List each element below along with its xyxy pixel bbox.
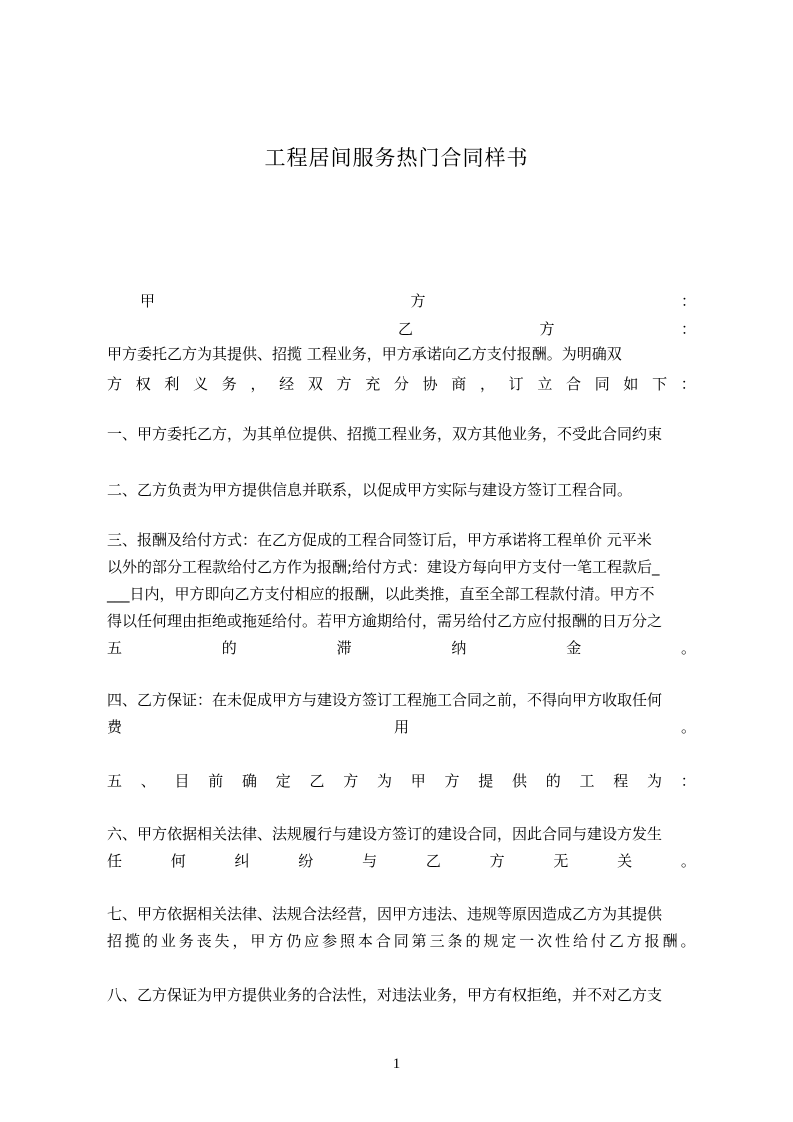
intro-char: 经 — [279, 375, 295, 393]
clause-7-char: 同 — [393, 932, 409, 950]
clause-7-char: 应 — [304, 932, 320, 950]
intro-line-2 — [107, 374, 696, 394]
clause-7-char: 务 — [178, 932, 194, 950]
intro-char: 双 — [307, 375, 323, 393]
clause-4-char: 。 — [680, 718, 696, 736]
clause-7-char: 报 — [644, 932, 660, 950]
clause-7-char: 仍 — [286, 932, 302, 950]
clause-7-char: 第 — [411, 932, 427, 950]
intro-char: 协 — [422, 375, 438, 393]
clause-5-char: 前 — [208, 772, 224, 790]
page-title: 工程居间服务热门合同样书 — [264, 146, 529, 170]
clause-7-char: 次 — [537, 932, 553, 950]
clause-5-char: 为 — [377, 772, 393, 790]
clause-7-char: 定 — [501, 932, 517, 950]
clause-6-char: 纷 — [298, 852, 314, 870]
party-a-char: 甲 — [140, 292, 156, 310]
clause-7-char: 的 — [465, 932, 481, 950]
clause-4-line-1: 四、乙方保证：在未促成甲方与建设方签订工程施工合同之前，不得向甲方收取任何 — [107, 691, 663, 709]
clause-5-char: 提 — [478, 772, 494, 790]
clause-7-char: 揽 — [124, 932, 140, 950]
clause-7-char: 本 — [357, 932, 373, 950]
clause-3-line-4: 得以任何理由拒绝或拖延给付。若甲方逾期给付，需另给付乙方应付报酬的日万分之 — [107, 612, 663, 630]
clause-7-char: 条 — [447, 932, 463, 950]
clause-5-char: 、 — [140, 772, 156, 790]
intro-char: ， — [250, 375, 266, 393]
clause-3-char: 纳 — [451, 639, 467, 657]
intro-char: 商 — [451, 375, 467, 393]
clause-5-char: 五 — [107, 772, 123, 790]
clause-4-char: 费 — [107, 718, 123, 736]
clause-7-char: ， — [232, 932, 248, 950]
clause-5-char: 的 — [545, 772, 561, 790]
clause-3-line-2: 以外的部分工程款给付乙方作为报酬;给付方式：建设方每向甲方支付一笔工程款后_ — [107, 558, 660, 576]
clause-5-char: 确 — [242, 772, 258, 790]
clause-5-char: 目 — [174, 772, 190, 790]
intro-char: 方 — [107, 375, 123, 393]
page-number: 1 — [392, 1056, 401, 1072]
intro-char: 立 — [537, 375, 553, 393]
intro-char: 如 — [623, 375, 639, 393]
intro-char: 下 — [652, 375, 668, 393]
intro-char: 同 — [594, 375, 610, 393]
clause-2: 二、乙方负责为甲方提供信息并联系，以促成甲方实际与建设方签订工程合同。 — [107, 481, 633, 499]
intro-char: 利 — [164, 375, 180, 393]
clause-6-line-1: 六、甲方依据相关法律、法规履行与建设方签订的建设合同，因此合同与建设方发生 — [107, 825, 663, 843]
clause-3-char: 。 — [680, 639, 696, 657]
clause-7-char: 甲 — [250, 932, 266, 950]
clause-7-char: 性 — [555, 932, 571, 950]
party-a-line — [140, 291, 696, 311]
clause-7-char: 合 — [375, 932, 391, 950]
clause-6-char: 任 — [107, 852, 123, 870]
intro-char: ： — [680, 375, 696, 393]
party-b-char: ： — [680, 320, 696, 338]
clause-3-char: 金 — [566, 639, 582, 657]
clause-3-char: 滞 — [336, 639, 352, 657]
clause-7-line-1: 七、甲方依据相关法律、法规合法经营，因甲方违法、违规等原因造成乙方为其提供 — [107, 905, 663, 923]
clause-5-char: 为 — [647, 772, 663, 790]
clause-5-char: 方 — [444, 772, 460, 790]
clause-3-char: 五 — [107, 639, 123, 657]
clause-5-char: 甲 — [410, 772, 426, 790]
clause-7-char: 酬 — [662, 932, 678, 950]
clause-7-char: 。 — [680, 932, 696, 950]
clause-6-char: 无 — [553, 852, 569, 870]
clause-7-char: 规 — [483, 932, 499, 950]
clause-5-char: 定 — [275, 772, 291, 790]
clause-7-char: 付 — [590, 932, 606, 950]
intro-char: 合 — [566, 375, 582, 393]
party-a-char: 方 — [410, 292, 426, 310]
clause-7-char: 方 — [626, 932, 642, 950]
clause-5-char: 程 — [613, 772, 629, 790]
clause-3-line-1: 三、报酬及给付方式：在乙方促成的工程合同签订后，甲方承诺将工程单价 元平米 — [107, 531, 652, 549]
party-b-char: 乙 — [398, 320, 414, 338]
party-b-char: 方 — [539, 320, 555, 338]
clause-5-char: 乙 — [309, 772, 325, 790]
clause-8-line-1: 八、乙方保证为甲方提供业务的合法性，对违法业务，甲方有权拒绝，并不对乙方支 — [107, 986, 663, 1004]
clause-7-char: 招 — [107, 932, 123, 950]
clause-5-char: 供 — [512, 772, 528, 790]
intro-char: 权 — [135, 375, 151, 393]
clause-4-char: 用 — [393, 718, 409, 736]
clause-5-char: 方 — [343, 772, 359, 790]
clause-4-line-2 — [107, 717, 696, 737]
intro-line-1: 甲方委托乙方为其提供、招揽 工程业务，甲方承诺向乙方支付报酬。为明确双 — [107, 345, 622, 363]
clause-6-char: 与 — [362, 852, 378, 870]
clause-3-line-3: ___日内，甲方即向乙方支付相应的报酬，以此类推，直至全部工程款付清。甲方不 — [107, 585, 655, 603]
intro-char: 方 — [336, 375, 352, 393]
clause-6-char: 方 — [489, 852, 505, 870]
clause-6-char: 何 — [170, 852, 186, 870]
intro-char: 分 — [393, 375, 409, 393]
clause-7-char: 参 — [322, 932, 338, 950]
clause-6-char: 纠 — [234, 852, 250, 870]
clause-7-char: 给 — [572, 932, 588, 950]
clause-7-char: 照 — [339, 932, 355, 950]
clause-7-char: 失 — [214, 932, 230, 950]
clause-7-char: 三 — [429, 932, 445, 950]
clause-7-char: 业 — [160, 932, 176, 950]
clause-3-line-5 — [107, 638, 696, 658]
intro-char: 充 — [365, 375, 381, 393]
party-a-char: ： — [680, 292, 696, 310]
clause-6-char: 乙 — [425, 852, 441, 870]
intro-char: 订 — [508, 375, 524, 393]
clause-6-char: 关 — [617, 852, 633, 870]
clause-7-char: 丧 — [196, 932, 212, 950]
clause-5-char: ： — [680, 772, 696, 790]
intro-char: 义 — [193, 375, 209, 393]
clause-6-line-2 — [107, 851, 696, 871]
clause-6-char: 。 — [680, 852, 696, 870]
intro-char: ， — [479, 375, 495, 393]
clause-7-char: 的 — [142, 932, 158, 950]
intro-char: 务 — [221, 375, 237, 393]
clause-7-char: 一 — [519, 932, 535, 950]
clause-7-line-2 — [107, 931, 696, 951]
clause-5 — [107, 771, 696, 791]
clause-1: 一、甲方委托乙方，为其单位提供、招揽工程业务，双方其他业务，不受此合同约束 — [107, 425, 663, 443]
clause-7-char: 方 — [268, 932, 284, 950]
clause-5-char: 工 — [579, 772, 595, 790]
party-b-line — [398, 319, 696, 339]
clause-7-char: 乙 — [608, 932, 624, 950]
clause-3-char: 的 — [221, 639, 237, 657]
